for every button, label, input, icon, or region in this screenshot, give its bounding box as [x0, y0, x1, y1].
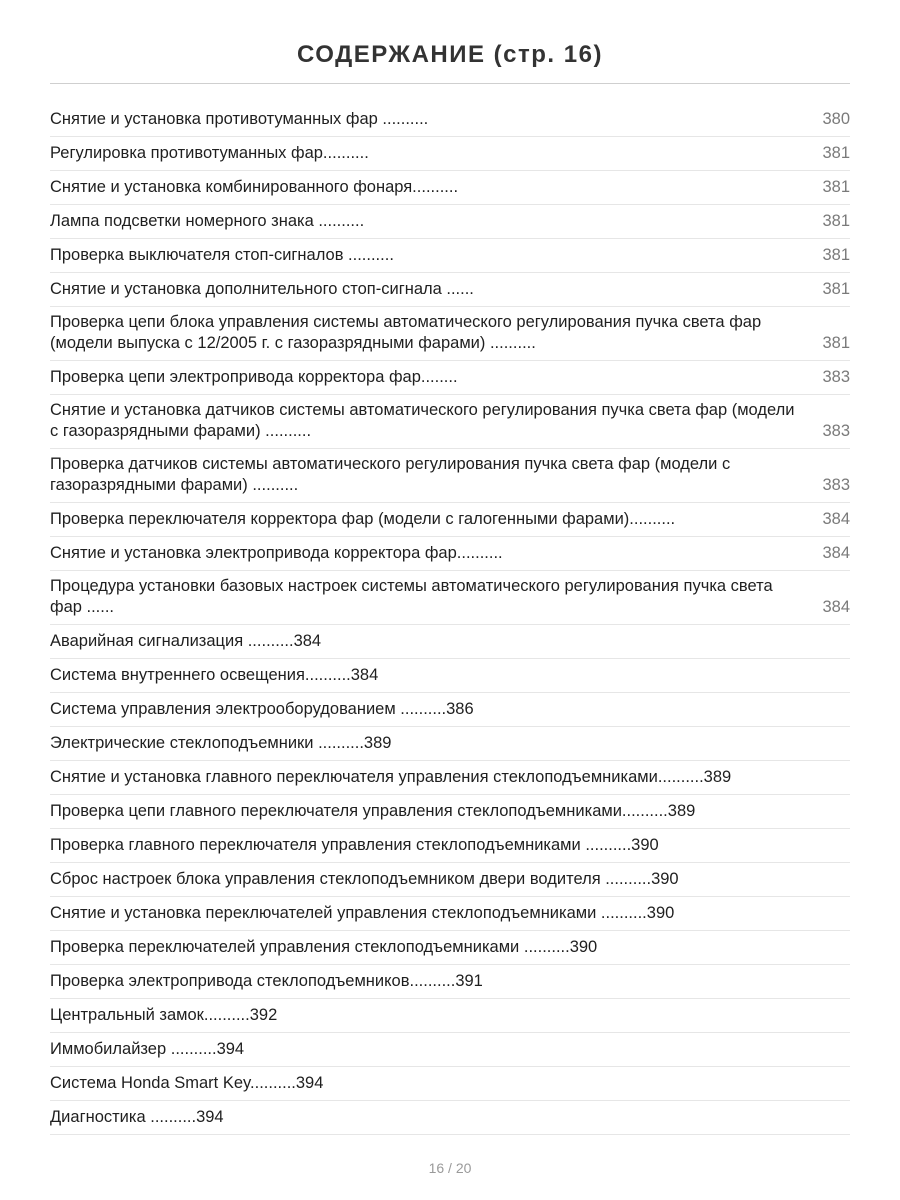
- toc-entry-title: Снятие и установка противотуманных фар ..........: [50, 110, 429, 128]
- document-page: [50, 0, 850, 1200]
- toc-entry[interactable]: [50, 1033, 850, 1067]
- toc-entry-title: Снятие и установка датчиков системы автоматического регулирования пучка света фар (модели с газоразрядными фарами) ..........: [50, 401, 795, 440]
- toc-entry[interactable]: [50, 659, 850, 693]
- toc-entry[interactable]: [50, 693, 850, 727]
- toc-entry[interactable]: [50, 103, 850, 137]
- toc-entry[interactable]: [50, 361, 850, 395]
- toc-entry[interactable]: [50, 863, 850, 897]
- toc-entry-page: 380: [822, 110, 850, 128]
- toc-entry-title: Диагностика ..........394: [50, 1108, 224, 1126]
- toc-entry[interactable]: [50, 503, 850, 537]
- toc-entry[interactable]: [50, 137, 850, 171]
- toc-entry[interactable]: [50, 1101, 850, 1135]
- toc-entry-page: 383: [822, 476, 850, 494]
- toc-entry[interactable]: [50, 171, 850, 205]
- toc-entry[interactable]: [50, 571, 850, 625]
- toc-entry[interactable]: [50, 761, 850, 795]
- toc-entry-title: Снятие и установка главного переключателя управления стеклоподъемниками..........389: [50, 768, 732, 786]
- title-divider: [50, 83, 850, 84]
- toc-entry-title: Система Honda Smart Key..........394: [50, 1074, 324, 1092]
- toc-entry-title: Проверка главного переключателя управления стеклоподъемниками ..........390: [50, 836, 659, 854]
- toc-entry[interactable]: [50, 239, 850, 273]
- toc-entry-title: Процедура установки базовых настроек системы автоматического регулирования пучка света фар ......: [50, 577, 773, 616]
- toc-entry-title: Система управления электрооборудованием ..........386: [50, 700, 474, 718]
- toc-entry-title: Система внутреннего освещения..........384: [50, 666, 379, 684]
- toc-entry-title: Снятие и установка электропривода корректора фар..........: [50, 544, 503, 562]
- toc-entry[interactable]: [50, 625, 850, 659]
- toc-entry-title: Лампа подсветки номерного знака ..........: [50, 212, 365, 230]
- toc-entry-title: Электрические стеклоподъемники ..........389: [50, 734, 392, 752]
- toc-entry-page: 381: [822, 144, 850, 162]
- toc-entry[interactable]: [50, 999, 850, 1033]
- toc-entry-title: Проверка цепи главного переключателя управления стеклоподъемниками..........389: [50, 802, 696, 820]
- toc-entry[interactable]: [50, 449, 850, 503]
- toc-entry-page: 381: [822, 212, 850, 230]
- toc-entry[interactable]: [50, 727, 850, 761]
- toc-entry-title: Проверка электропривода стеклоподъемников..........391: [50, 972, 483, 990]
- toc-entry-page: 384: [822, 544, 850, 562]
- toc-entry-title: Проверка цепи блока управления системы автоматического регулирования пучка света фар (модели выпуска с 12/2005 г. с газоразрядными фарами) ..........: [50, 313, 762, 352]
- toc-entry-title: Регулировка противотуманных фар..........: [50, 144, 369, 162]
- toc-entry-page: 383: [822, 368, 850, 386]
- toc-entry-page: 384: [822, 510, 850, 528]
- toc-entry-page: 384: [822, 598, 850, 616]
- toc-entry-title: Снятие и установка переключателей управления стеклоподъемниками ..........390: [50, 904, 675, 922]
- toc-entry[interactable]: [50, 965, 850, 999]
- toc-entry[interactable]: [50, 537, 850, 571]
- toc-entry-page: 381: [822, 178, 850, 196]
- toc-entry-title: Проверка выключателя стоп-сигналов ..........: [50, 246, 394, 264]
- toc-entry-page: 381: [822, 280, 850, 298]
- toc-entry-page: 381: [822, 334, 850, 352]
- toc-entry[interactable]: [50, 273, 850, 307]
- toc-entry-title: Снятие и установка комбинированного фонаря..........: [50, 178, 459, 196]
- toc-entry-title: Центральный замок..........392: [50, 1006, 278, 1024]
- toc-entry-title: Аварийная сигнализация ..........384: [50, 632, 322, 650]
- toc-entry-title: Снятие и установка дополнительного стоп-сигнала ......: [50, 280, 474, 298]
- toc-entry[interactable]: [50, 829, 850, 863]
- page-title: СОДЕРЖАНИЕ (стр. 16): [297, 41, 603, 68]
- toc-entry-title: Сброс настроек блока управления стеклоподъемником двери водителя ..........390: [50, 870, 679, 888]
- toc-entry-page: 383: [822, 422, 850, 440]
- table-of-contents: [50, 103, 850, 1135]
- toc-entry-page: 381: [822, 246, 850, 264]
- toc-entry[interactable]: [50, 205, 850, 239]
- page-indicator: 16 / 20: [428, 1160, 472, 1176]
- toc-entry[interactable]: [50, 395, 850, 449]
- toc-entry-title: Проверка переключателя корректора фар (модели с галогенными фарами)..........: [50, 510, 676, 528]
- toc-entry[interactable]: [50, 795, 850, 829]
- toc-entry-title: Проверка датчиков системы автоматического регулирования пучка света фар (модели с газоразрядными фарами) ..........: [50, 455, 731, 494]
- toc-entry[interactable]: [50, 1067, 850, 1101]
- toc-entry[interactable]: [50, 897, 850, 931]
- toc-entry-title: Проверка цепи электропривода корректора фар........: [50, 368, 458, 386]
- toc-entry[interactable]: [50, 931, 850, 965]
- toc-entry-title: Иммобилайзер ..........394: [50, 1040, 245, 1058]
- toc-entry-title: Проверка переключателей управления стеклоподъемниками ..........390: [50, 938, 598, 956]
- toc-entry[interactable]: [50, 307, 850, 361]
